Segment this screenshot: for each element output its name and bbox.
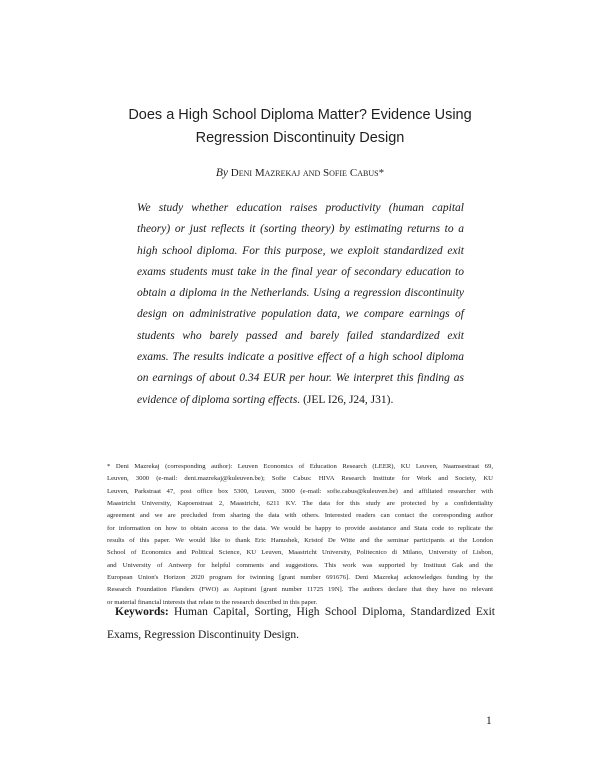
keywords-line-2: Exams, Regression Discontinuity Design. xyxy=(107,629,299,641)
author-footnote xyxy=(107,461,493,609)
page-number: 1 xyxy=(486,715,492,727)
author-2-last-name: Cabus xyxy=(349,167,379,179)
byline-by: By xyxy=(215,167,229,179)
abstract-line: theory) or just reflects it (sorting theory) by estimating returns to a xyxy=(137,223,464,236)
footnote-line: Research Foundation Flanders (FWO) as Aspirant [grant number 11725 19N]. The authors declare that they have no relevant xyxy=(107,586,493,594)
footnote-line: Maastricht University, Kapoenstraat 2, Maastricht, 6211 KV. The data for this study are protected by a confidentiality xyxy=(107,500,493,508)
abstract-line: design on administrative population data, we compare earnings of xyxy=(137,308,464,321)
keywords xyxy=(107,601,495,647)
footnote-line: results of this paper. We would like to thank Eric Hanushek, Kristof De Witte and the seminar participants at the London xyxy=(107,537,493,545)
abstract-last-line xyxy=(137,390,464,411)
paper-title xyxy=(60,104,540,150)
footnote-line: or material financial interests that relate to the research described in this paper. xyxy=(107,598,318,606)
abstract-line: exams students must take in the final year of secondary education to xyxy=(137,265,464,278)
abstract-line: students who barely passed and barely failed standardized exit xyxy=(137,329,464,342)
footnote-line: and University of Antwerp for helpful comments and suggestions. This work was supported by Instituut Gak and the xyxy=(107,561,493,569)
footnote-line: School of Economics and Political Science, KU Leuven, Maastricht University, Politecnico di Milano, University of Lisbon, xyxy=(107,549,493,557)
abstract-line: exams. The results indicate a positive effect of a high school diploma xyxy=(137,351,464,364)
footnote-line: for information on how to obtain access to the data. We would be happy to provide assistance and Stata code to replicate the xyxy=(107,524,493,532)
author-1-last-name: Mazrekaj xyxy=(254,167,301,179)
abstract xyxy=(137,198,464,411)
keywords-list-1: Human Capital, Sorting, High School Diploma, Standardized Exit xyxy=(173,606,495,618)
paper-title-line-2: Regression Discontinuity Design xyxy=(195,130,405,146)
abstract-line: on earnings of about 0.34 EUR per hour. We interpret this finding as xyxy=(137,372,464,385)
author-2-first-name: Sofie xyxy=(323,167,347,179)
paper-title-line-1: Does a High School Diploma Matter? Evidence Using xyxy=(128,107,472,123)
footnote-line: * Deni Mazrekaj (corresponding author): Leuven Economics of Education Research (LEER), KU Leuven, Naamsestraat 69, xyxy=(107,463,493,470)
footnote-line: Leuven, Parkstraat 47, post office box 5300, Leuven, 3000 (e-mail: sofie.cabus@kuleuven.be) and affiliated researcher with xyxy=(107,487,493,495)
author-byline xyxy=(60,166,540,180)
keywords-label: Keywords: xyxy=(115,606,169,618)
abstract-line: We study whether education raises productivity (human capital xyxy=(137,202,464,214)
footnote-line: European Union's Horizon 2020 program for twinning [grant number 691676]. Deni Mazrekaj acknowledges funding by the xyxy=(107,574,493,582)
footnote-marker: * xyxy=(378,167,385,179)
keywords-line-1 xyxy=(107,601,495,624)
jel-codes: (JEL I26, J24, J31). xyxy=(303,393,394,406)
author-1-first-name: Deni xyxy=(230,167,253,179)
byline-conjunction: and xyxy=(302,167,321,179)
footnote-line: agreement and we are precluded from sharing the data with others. Interested readers can contact the corresponding author xyxy=(107,512,493,520)
abstract-line: obtain a diploma in the Netherlands. Using a regression discontinuity xyxy=(137,287,464,300)
footnote-line: Leuven, 3000 (e-mail: deni.mazrekaj@kuleuven.be); Sofie Cabus: HIVA Research Institute for Work and Society, KU xyxy=(107,475,493,483)
abstract-conclusion: evidence of diploma sorting effects. xyxy=(137,393,301,406)
abstract-line: high school diploma. For this purpose, we exploit standardized exit xyxy=(137,244,464,257)
